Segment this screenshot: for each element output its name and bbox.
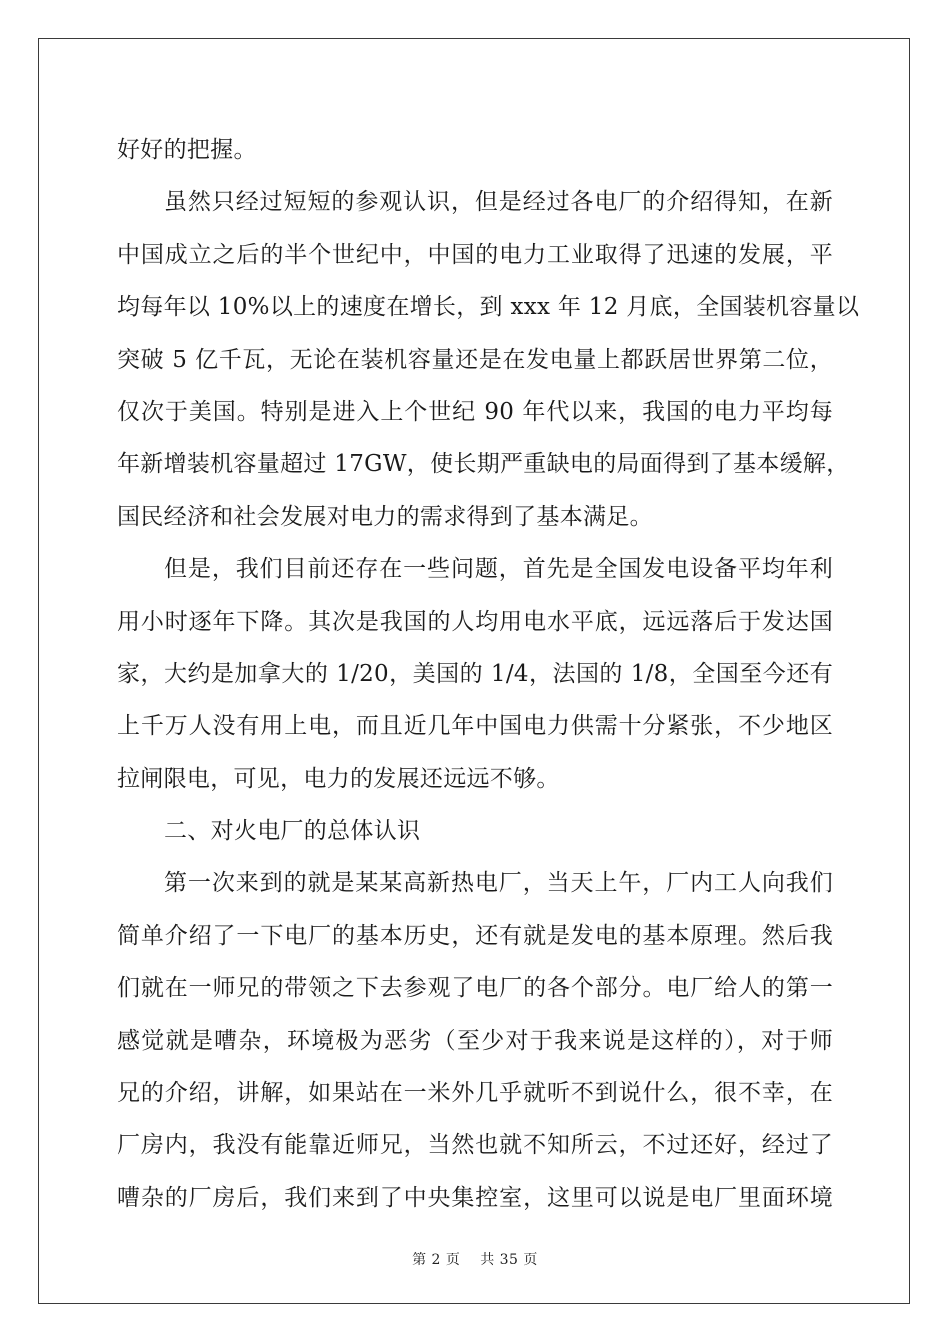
text-line: 们就在一师兄的带领之下去参观了电厂的各个部分。电厂给人的第一: [117, 975, 833, 1002]
document-body: [117, 124, 860, 1224]
text-line: 仅次于美国。特别是进入上个世纪 90 年代以来，我国的电力平均每: [117, 398, 833, 425]
text-line: 中国成立之后的半个世纪中，中国的电力工业取得了迅速的发展，平: [117, 241, 833, 268]
text-line: 国民经济和社会发展对电力的需求得到了基本满足。: [117, 503, 653, 530]
text-line: 嘈杂的厂房后，我们来到了中央集控室，这里可以说是电厂里面环境: [117, 1184, 833, 1211]
page-total: 共 35 页: [480, 1252, 538, 1268]
text-line: 用小时逐年下降。其次是我国的人均用电水平底，远远落后于发达国: [117, 608, 833, 635]
text-line: 厂房内，我没有能靠近师兄，当然也就不知所云，不过还好，经过了: [117, 1132, 833, 1159]
text-line: 拉闸限电，可见，电力的发展还远远不够。: [117, 765, 560, 792]
text-line: 好好的把握。: [117, 137, 257, 163]
text-line: 简单介绍了一下电厂的基本历史，还有就是发电的基本原理。然后我: [117, 922, 833, 949]
text-line: 家，大约是加拿大的 1/20，美国的 1/4，法国的 1/8，全国至今还有: [117, 660, 833, 687]
text-line: 第一次来到的就是某某高新热电厂，当天上午，厂内工人向我们: [164, 870, 833, 897]
text-line: 但是，我们目前还存在一些问题，首先是全国发电设备平均年利: [164, 556, 833, 583]
text-line: 均每年以 10%以上的速度在增长，到 xxx 年 12 月底，全国装机容量以: [117, 294, 860, 321]
text-line: 虽然只经过短短的参观认识，但是经过各电厂的介绍得知，在新: [164, 189, 833, 216]
text-line: 年新增装机容量超过 17GW，使长期严重缺电的局面得到了基本缓解，: [117, 451, 850, 478]
text-line: 突破 5 亿千瓦，无论在装机容量还是在发电量上都跃居世界第二位，: [117, 346, 833, 373]
page-number: 第 2 页: [412, 1252, 461, 1268]
text-line: 上千万人没有用上电，而且近几年中国电力供需十分紧张，不少地区: [117, 713, 833, 740]
text-line: 兄的介绍，讲解，如果站在一米外几乎就听不到说什么，很不幸，在: [117, 1080, 833, 1107]
text-line: 感觉就是嘈杂，环境极为恶劣（至少对于我来说是这样的），对于师: [117, 1027, 833, 1054]
page-footer: [0, 1249, 950, 1269]
text-line: 二、对火电厂的总体认识: [164, 818, 421, 845]
